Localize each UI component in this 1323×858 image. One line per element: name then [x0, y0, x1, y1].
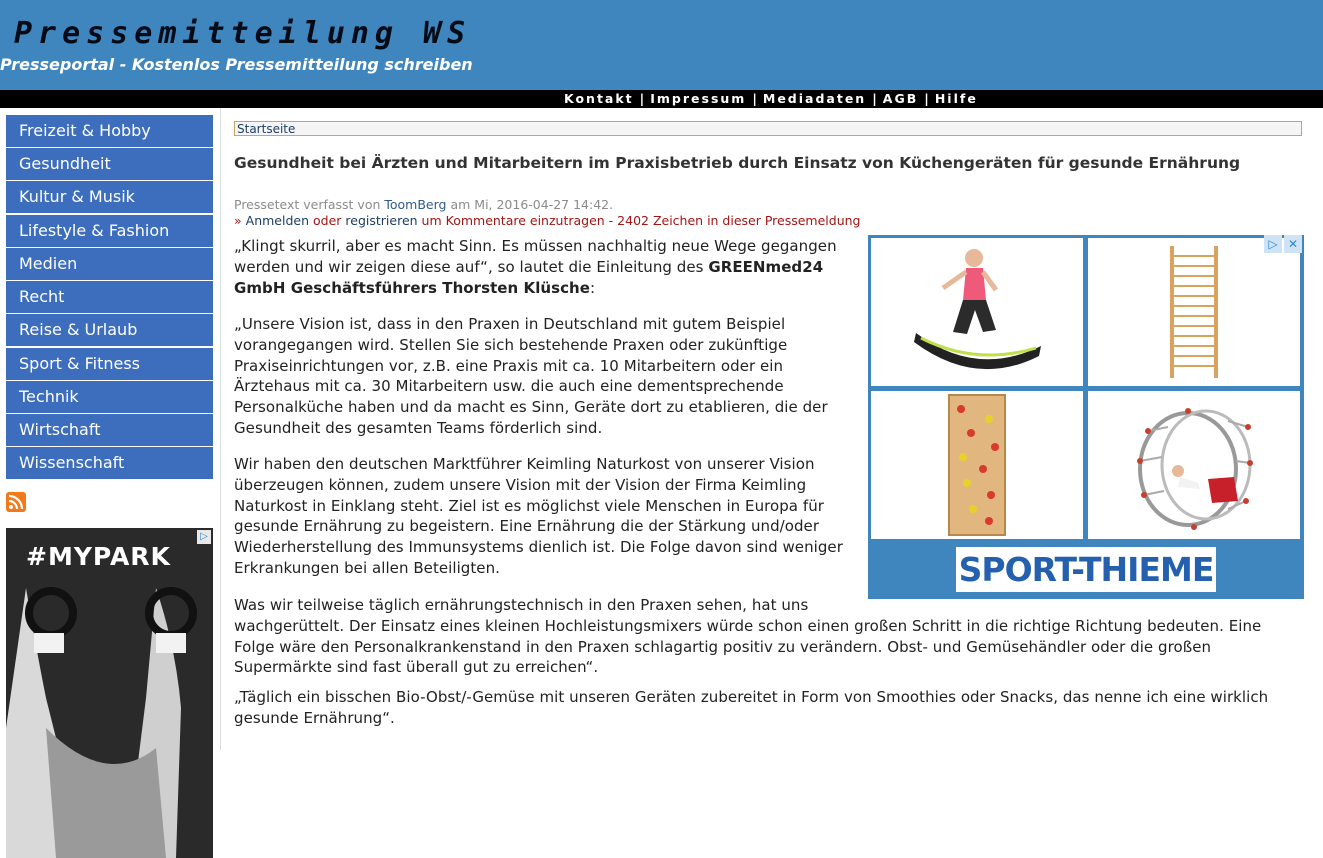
login-notice: [234, 213, 861, 228]
byline-prefix: Pressetext verfasst von: [234, 197, 381, 212]
site-header: [0, 0, 1323, 90]
ad-tile-gym-wheel[interactable]: [1088, 391, 1300, 539]
article-paragraph-3: Wir haben den deutschen Marktführer Keimling Naturkost von unserer Vision überzeugen können, zudem unsere Vision mit der Vision der Firma Keimling Naturkost in Einklang steht. Ziel ist es möglichst viele Menschen in Europa für gesunde Ernährung zu begeistern. Eine Ernährung die der Stärkung und/oder Wiederherstellung des Immunsystems dienlich ist. Die Folge davon sind weniger Erkrankungen bei allen Beteiligten.: [234, 455, 843, 577]
sidebar-item-sport-fitness[interactable]: Sport & Fitness: [6, 348, 213, 380]
site-slogan[interactable]: Presseportal - Kostenlos Pressemitteilung schreiben: [0, 55, 473, 74]
paragraph-1-text: „Klingt skurril, aber es macht Sinn. Es müssen nachhaltig neue Wege gegangen werden und wir zeigen diese auf“, so lautet die Einleitung des: [234, 237, 837, 276]
site-title[interactable]: Pressemitteilung WS: [14, 16, 472, 51]
nav-agb-link[interactable]: AGB: [882, 91, 919, 106]
sidebar-item-freizeit-hobby[interactable]: Freizeit & Hobby: [6, 115, 213, 147]
author-link[interactable]: ToomBerg: [384, 197, 447, 212]
nav-kontakt-link[interactable]: Kontakt: [564, 91, 634, 106]
nav-separator: |: [752, 91, 757, 106]
breadcrumb-home-link[interactable]: Startseite: [237, 122, 296, 136]
article-title: Gesundheit bei Ärzten und Mitarbeitern im Praxisbetrieb durch Einsatz von Küchengeräten für gesunde Ernährung: [234, 154, 1241, 172]
sidebar: [0, 108, 221, 750]
article-paragraph-1: [234, 236, 866, 298]
sidebar-item-medien[interactable]: Medien: [6, 248, 213, 280]
article-byline: [234, 197, 613, 212]
sidebar-item-reise-urlaub[interactable]: Reise & Urlaub: [6, 314, 213, 346]
ad-tile-wall-bars[interactable]: [1088, 238, 1300, 386]
sidebar-item-wirtschaft[interactable]: Wirtschaft: [6, 414, 213, 446]
login-marker: »: [234, 213, 242, 228]
nav-separator: |: [872, 91, 877, 106]
sidebar-ad-choices-icon[interactable]: ▷: [197, 530, 211, 544]
sport-thieme-logo[interactable]: SPORT-THIEME: [956, 547, 1216, 592]
sidebar-item-recht[interactable]: Recht: [6, 281, 213, 313]
nav-separator: |: [639, 91, 645, 106]
nav-separator: |: [924, 91, 929, 106]
sidebar-item-kultur-musik[interactable]: Kultur & Musik: [6, 181, 213, 213]
login-link[interactable]: Anmelden: [245, 213, 310, 228]
sidebar-advertisement[interactable]: [6, 528, 213, 858]
sidebar-item-wissenschaft[interactable]: Wissenschaft: [6, 447, 213, 479]
sidebar-item-lifestyle-fashion[interactable]: Lifestyle & Fashion: [6, 215, 213, 247]
top-navigation-links: [564, 91, 978, 107]
sidebar-ad-headline: #MYPARK: [26, 542, 171, 571]
article-paragraph-2: „Unsere Vision ist, dass in den Praxen in Deutschland mit gutem Beispiel vorangegangen wird. Stellen Sie sich bestehende Praxen oder zukünftige Praxiseinrichtungen vor, z.B. eine Praxis mit ca. 10 Mitarbeitern oder ein Ärztehaus mit ca. 30 Mitarbeitern usw. die auch eine dementsprechende Personalküche haben und da macht es Sinn, Geräte dort zu etablieren, die der Gesundheit des gesamten Teams förderlich sind.: [234, 315, 828, 437]
nav-mediadaten-link[interactable]: Mediadaten: [762, 91, 867, 106]
login-or: oder: [313, 213, 342, 228]
register-link[interactable]: registrieren: [345, 213, 418, 228]
nav-hilfe-link[interactable]: Hilfe: [934, 91, 978, 106]
article-paragraph-4-text: Was wir teilweise täglich ernährungstechnisch in den Praxen sehen, hat uns wachgerüttelt. Der Einsatz eines kleinen Hochleistungsmixers würde schon einen großen Schritt in die richtige Richtung bedeuten. Eine Folge wäre den Personalkrankenstand in den Praxen schlagartig positiv zu verändern. Obst- und Gemüsehändler oder die großen Supermärkte sind fast überall gut zu erreichen“.: [234, 596, 1262, 677]
top-navigation: [0, 90, 1323, 108]
sidebar-item-gesundheit[interactable]: Gesundheit: [6, 148, 213, 180]
sidebar-item-technik[interactable]: Technik: [6, 381, 213, 413]
byline-date: am Mi, 2016-04-27 14:42.: [450, 197, 614, 212]
paragraph-1-bold: GREENmed24 GmbH Geschäftsführers Thorsten Klüsche: [234, 257, 824, 297]
sport-thieme-advertisement[interactable]: [868, 235, 1304, 599]
nav-impressum-link[interactable]: Impressum: [650, 91, 747, 106]
breadcrumb: [234, 121, 1302, 136]
ad-close-icon[interactable]: ✕: [1284, 235, 1302, 253]
article-paragraph-4-wrapper: [234, 595, 1274, 678]
ad-choices-icon[interactable]: ▷: [1264, 235, 1282, 253]
rss-feed-icon[interactable]: [6, 492, 26, 512]
article-paragraph-5: „Täglich ein bisschen Bio-Obst/-Gemüse mit unseren Geräten zubereitet in Form von Smoothies oder Snacks, das nenne ich eine wirklich gesunde Ernährung“.: [234, 688, 1269, 727]
ad-tile-climbing-wall[interactable]: [871, 391, 1083, 539]
paragraph-1-end: :: [590, 278, 596, 297]
login-suffix: um Kommentare einzutragen - 2402 Zeichen in dieser Pressemeldung: [421, 213, 861, 228]
ad-tile-balance-board[interactable]: [871, 238, 1083, 386]
